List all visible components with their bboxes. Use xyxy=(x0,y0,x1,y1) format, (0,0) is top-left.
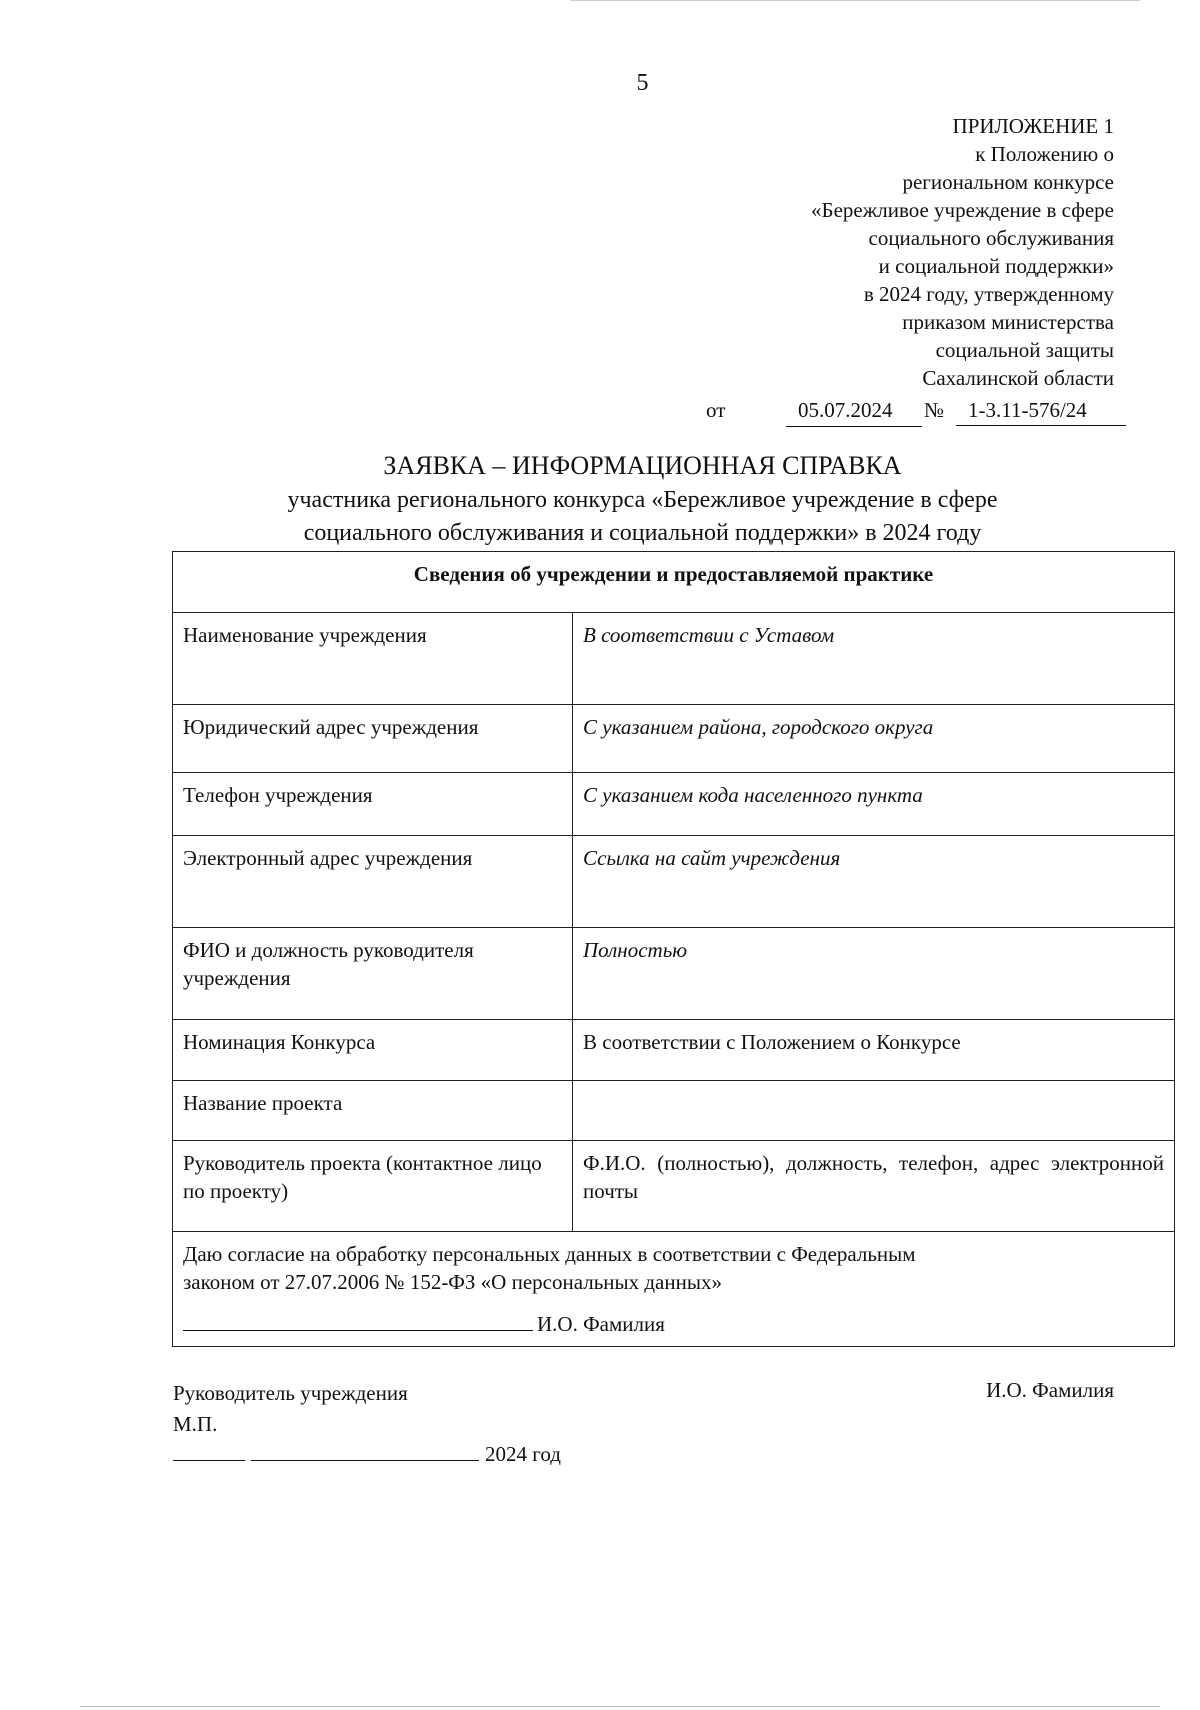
table-row xyxy=(173,773,1175,836)
row-label: Номинация Конкурса xyxy=(173,1020,573,1081)
row-value: Ссылка на сайт учреждения xyxy=(573,836,1175,928)
row-value: В соответствии с Положением о Конкурсе xyxy=(573,1020,1175,1081)
consent-signature-name: И.О. Фамилия xyxy=(537,1312,665,1336)
signature-blank xyxy=(183,1312,533,1331)
table-row xyxy=(173,928,1175,1020)
subtitle-line: социального обслуживания и социальной поддержки» в 2024 году xyxy=(303,520,982,546)
row-value: Полностью xyxy=(573,928,1175,1020)
order-number: 1-3.11-576/24 xyxy=(956,398,1126,426)
consent-text: Даю согласие на обработку персональных данных в соответствии с Федеральным xyxy=(183,1242,916,1266)
order-date: 05.07.2024 xyxy=(786,398,922,427)
row-value: Ф.И.О. (полностью), должность, телефон, адрес электронной почты xyxy=(573,1141,1175,1232)
subtitle-line: участника регионального конкурса «Бережливое учреждение в сфере xyxy=(287,487,998,513)
consent-signature xyxy=(183,1310,1164,1338)
row-label: Наименование учреждения xyxy=(173,613,573,705)
row-label: Название проекта xyxy=(173,1081,573,1141)
consent-cell xyxy=(173,1232,1175,1347)
appendix-line: ПРИЛОЖЕНИЕ 1 xyxy=(952,114,1114,138)
stamp-label: М.П. xyxy=(173,1412,218,1436)
row-label: Телефон учреждения xyxy=(173,773,573,836)
consent-row xyxy=(173,1232,1175,1347)
scan-edge-top xyxy=(570,0,1140,1)
order-from-label: от xyxy=(706,398,726,422)
appendix-line: в 2024 году, утвержденному xyxy=(863,282,1114,306)
document-subtitle xyxy=(0,484,1200,550)
row-value: В соответствии с Уставом xyxy=(573,613,1175,705)
table-row xyxy=(173,1141,1175,1232)
table-row xyxy=(173,613,1175,705)
month-blank xyxy=(251,1440,479,1461)
application-table xyxy=(172,551,1175,1347)
row-label: ФИО и должность руководителя учреждения xyxy=(173,928,573,1020)
row-label: Электронный адрес учреждения xyxy=(173,836,573,928)
order-reference xyxy=(706,398,1126,428)
appendix-line: социальной защиты xyxy=(935,338,1114,362)
table-header: Сведения об учреждении и предоставляемой практике xyxy=(173,552,1175,613)
footer-signatures xyxy=(173,1378,408,1440)
row-label: Руководитель проекта (контактное лицо по проекту) xyxy=(173,1141,573,1232)
order-number-label: № xyxy=(924,398,945,422)
table-header-row xyxy=(173,552,1175,613)
scan-edge-bottom xyxy=(80,1706,1160,1707)
day-blank xyxy=(173,1440,245,1461)
page-number: 5 xyxy=(636,70,649,96)
head-name: И.О. Фамилия xyxy=(986,1378,1114,1402)
document-title: ЗАЯВКА – ИНФОРМАЦИОННАЯ СПРАВКА xyxy=(383,451,902,480)
appendix-line: Сахалинской области xyxy=(922,366,1114,390)
appendix-line: социального обслуживания xyxy=(868,226,1114,250)
appendix-line: «Бережливое учреждение в сфере xyxy=(811,198,1114,222)
row-value: С указанием района, городского округа xyxy=(573,705,1175,773)
row-value xyxy=(573,1081,1175,1141)
head-label: Руководитель учреждения xyxy=(173,1381,408,1405)
appendix-line: и социальной поддержки» xyxy=(878,254,1114,278)
year-label: 2024 год xyxy=(485,1442,561,1466)
row-value: С указанием кода населенного пункта xyxy=(573,773,1175,836)
table-row xyxy=(173,1081,1175,1141)
appendix-header xyxy=(811,112,1114,392)
table-row xyxy=(173,1020,1175,1081)
row-label: Юридический адрес учреждения xyxy=(173,705,573,773)
appendix-line: региональном конкурсе xyxy=(902,170,1114,194)
consent-text: законом от 27.07.2006 № 152-ФЗ «О персональных данных» xyxy=(183,1270,722,1294)
appendix-line: к Положению о xyxy=(975,142,1114,166)
table-row xyxy=(173,836,1175,928)
appendix-line: приказом министерства xyxy=(902,310,1114,334)
table-row xyxy=(173,705,1175,773)
date-line xyxy=(173,1440,561,1467)
